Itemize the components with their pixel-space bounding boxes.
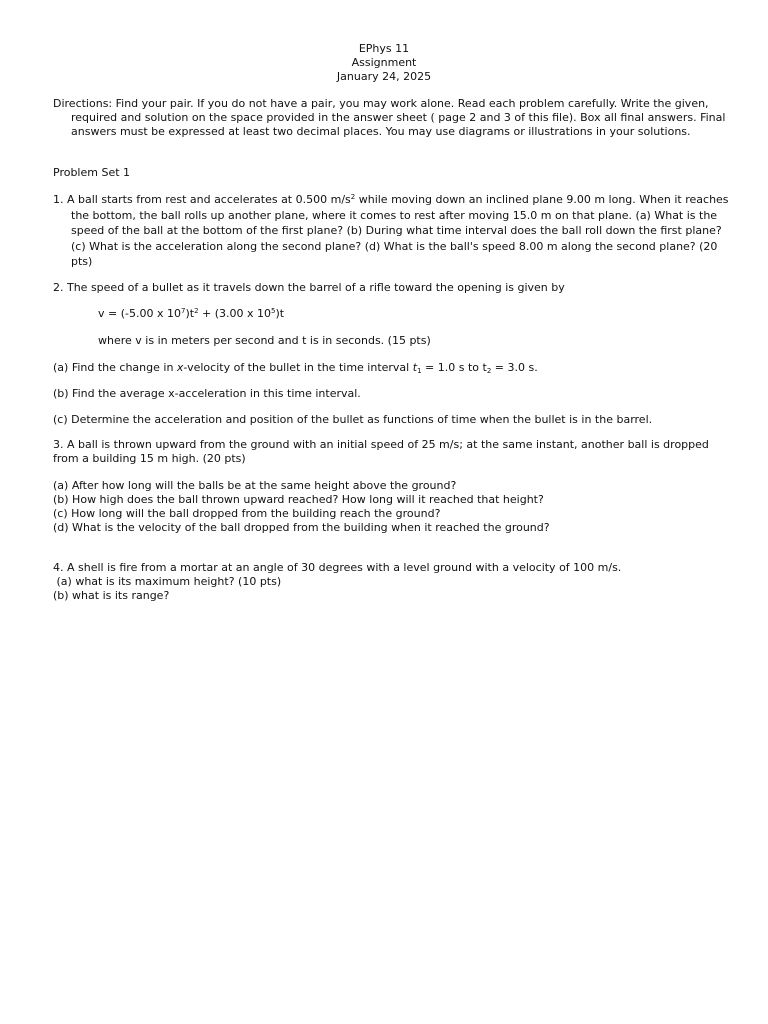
part-a-variable: t bbox=[412, 361, 418, 374]
problem-2-part-b: (b) Find the average x-acceleration in this time interval. bbox=[53, 387, 361, 400]
course-title: EPhys 11 bbox=[358, 42, 410, 55]
document-header bbox=[0, 42, 768, 84]
problem-4-intro: 4. A shell is fire from a mortar at an angle of 30 degrees with a level ground with a velocity of 100 m/s. bbox=[53, 561, 622, 574]
part-a-text: = 1.0 s to t bbox=[421, 361, 487, 374]
problem-3-parts bbox=[53, 479, 713, 535]
problem-4-part-a: (a) what is its maximum height? (10 pts) bbox=[53, 575, 282, 588]
problem-1 bbox=[53, 192, 731, 270]
problem-2-part-c: (c) Determine the acceleration and position of the bullet as functions of time when the bullet is in the barrel. bbox=[53, 413, 653, 426]
problem-4-part-b: (b) what is its range? bbox=[53, 589, 170, 602]
problem-2-where: where v is in meters per second and t is in seconds. (15 pts) bbox=[98, 334, 431, 347]
equation-exponent: 2 bbox=[194, 307, 199, 315]
equation-part: )t bbox=[185, 307, 195, 320]
part-a-text: -velocity of the bullet in the time interval bbox=[183, 361, 413, 374]
equation-part: )t bbox=[275, 307, 285, 320]
problem-1-text-end: while moving down an inclined plane 9.00 m long. When it reaches the bottom, the ball rolls up another plane, where it comes to rest after moving 15.0 m on that plane. (a) What is the speed of the ball at the bottom of the first plane? (b) During what time interval does the ball roll down the first plane? (c) What is the acceleration along the second plane? (d) What is the ball's speed 8.00 m along the second plane? (20 pts) bbox=[71, 193, 729, 269]
equation-exponent: 5 bbox=[271, 307, 276, 315]
equation-part: v = (-5.00 x 10 bbox=[98, 307, 181, 320]
part-a-subscript: 1 bbox=[417, 367, 422, 375]
problem-3-part-d: (d) What is the velocity of the ball dropped from the building when it reached the ground? bbox=[53, 521, 550, 534]
problem-3-part-a: (a) After how long will the balls be at the same height above the ground? bbox=[53, 479, 457, 492]
part-a-variable: x bbox=[176, 361, 184, 374]
problem-2-intro: 2. The speed of a bullet as it travels down the barrel of a rifle toward the opening is given by bbox=[53, 281, 565, 294]
problem-4 bbox=[53, 561, 713, 603]
problem-1-text-start: 1. A ball starts from rest and accelerates at 0.500 m/s bbox=[53, 193, 351, 206]
problem-3-part-b: (b) How high does the ball thrown upward reached? How long will it reached that height? bbox=[53, 493, 544, 506]
problem-3-part-c: (c) How long will the ball dropped from the building reach the ground? bbox=[53, 507, 441, 520]
document-date: January 24, 2025 bbox=[336, 70, 432, 83]
problem-2-part-a bbox=[53, 361, 713, 375]
document-type: Assignment bbox=[351, 56, 417, 69]
problem-1-exponent: 2 bbox=[350, 193, 356, 201]
part-a-subscript: 2 bbox=[486, 367, 492, 375]
part-a-text: = 3.0 s. bbox=[491, 361, 538, 374]
problem-2-equation bbox=[98, 307, 698, 321]
part-a-text: (a) Find the change in bbox=[53, 361, 177, 374]
equation-exponent: 7 bbox=[180, 307, 186, 315]
problem-3-intro: 3. A ball is thrown upward from the ground with an initial speed of 25 m/s; at the same instant, another ball is dropped from a building 15 m high. (20 pts) bbox=[53, 438, 709, 465]
directions-paragraph: Directions: Find your pair. If you do not have a pair, you may work alone. Read each problem carefully. Write the given, required and solution on the space provided in the answer sheet ( page 2 and 3 of this file). Box all final answers. Final answers must be expressed at least two decimal places. You may use diagrams or illustrations in your solutions. bbox=[53, 97, 726, 138]
equation-part: + (3.00 x 10 bbox=[198, 307, 272, 320]
problem-set-title: Problem Set 1 bbox=[53, 166, 131, 179]
